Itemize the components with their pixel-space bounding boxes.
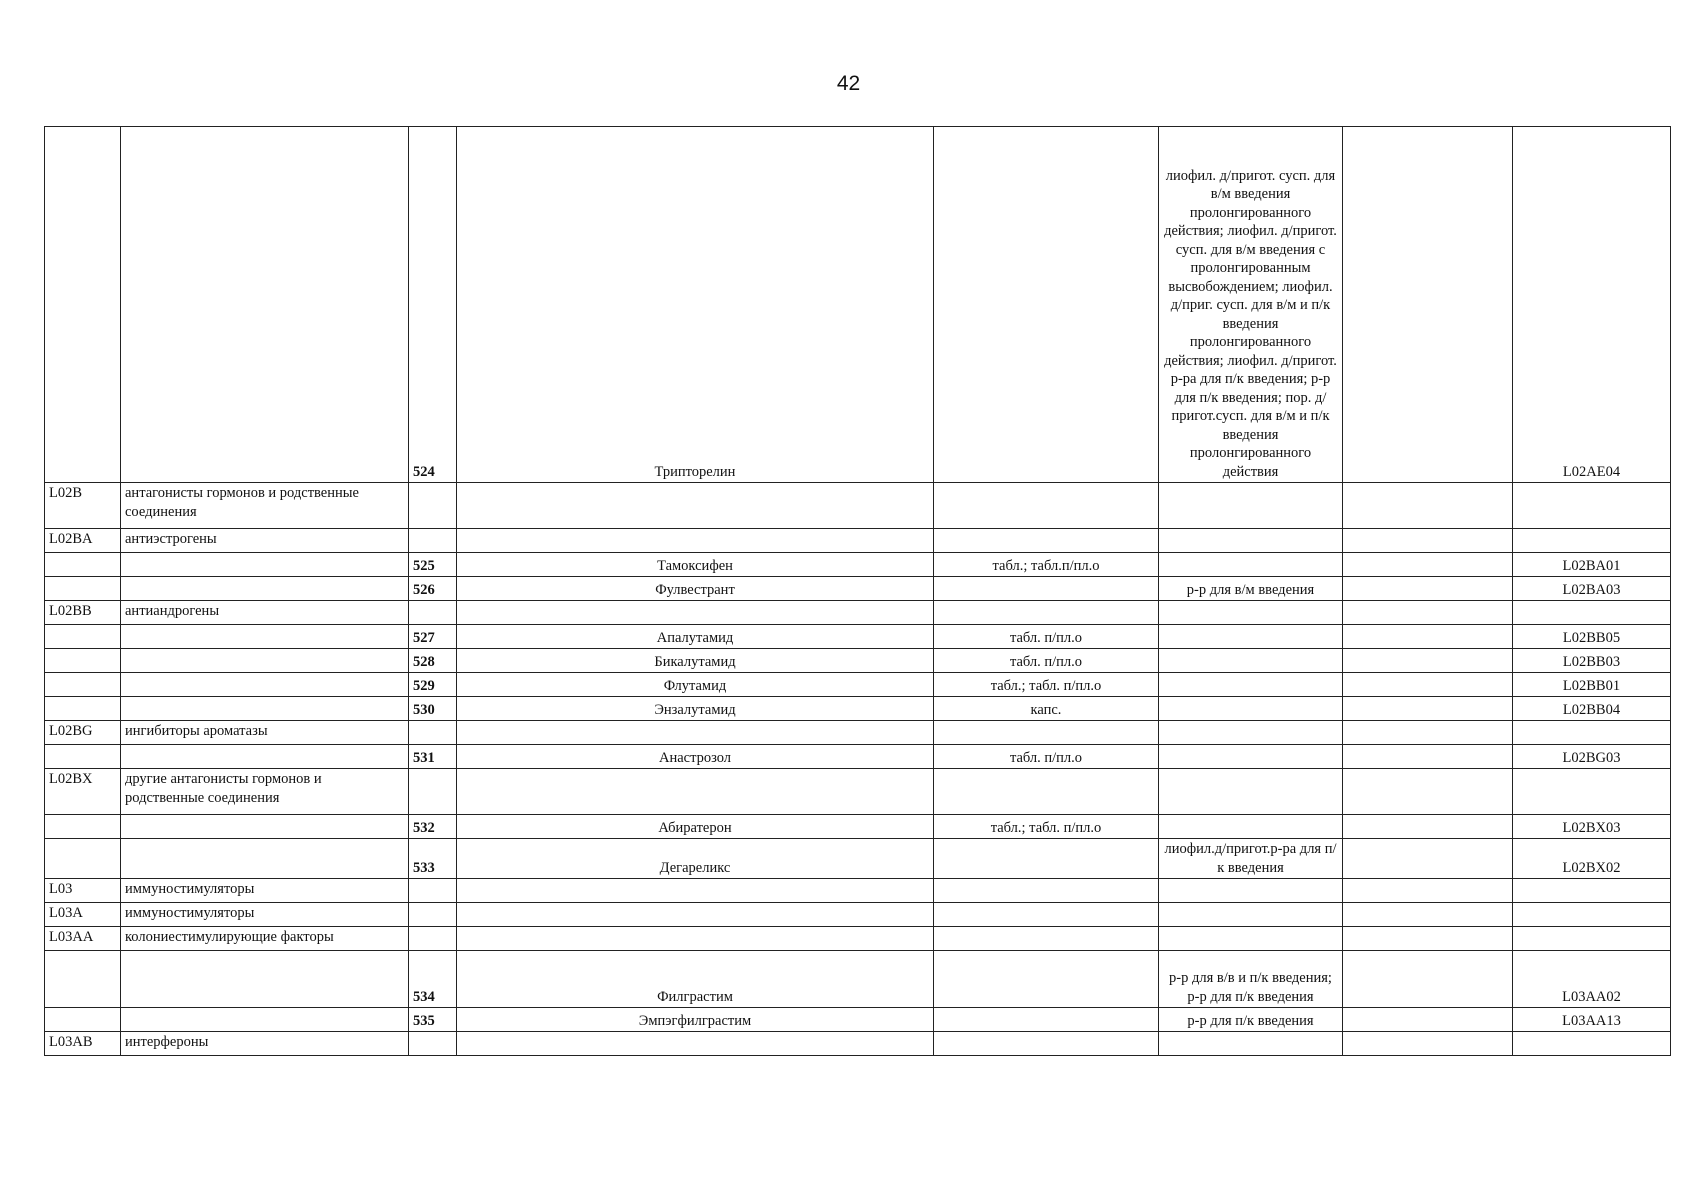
atc-group-code [45,745,121,769]
atc-group-code [45,649,121,673]
group-name [121,553,409,577]
group-name [121,1008,409,1032]
group-name [121,951,409,1008]
drug-number [409,903,457,927]
atc-group-code [45,815,121,839]
empty-cell [1343,839,1513,879]
empty-cell [1343,927,1513,951]
dosage-form [934,1008,1159,1032]
drug-number [409,769,457,815]
atc-group-code: L03AB [45,1032,121,1056]
drug-name [457,601,934,625]
dosage-form-injection [1159,1032,1343,1056]
drug-number: 535 [409,1008,457,1032]
dosage-form [934,927,1159,951]
drug-number [409,529,457,553]
dosage-form [934,839,1159,879]
drug-number: 526 [409,577,457,601]
drug-row [45,839,1671,879]
drug-number [409,721,457,745]
atc-code [1513,601,1671,625]
atc-code [1513,1032,1671,1056]
drug-list-table [44,126,1671,1056]
empty-cell [1343,673,1513,697]
drug-name: Тамоксифен [457,553,934,577]
dosage-form-injection [1159,721,1343,745]
drug-row [45,127,1671,483]
group-row [45,879,1671,903]
group-row [45,721,1671,745]
atc-group-code [45,127,121,483]
empty-cell [1343,577,1513,601]
atc-code [1513,721,1671,745]
atc-code [1513,529,1671,553]
drug-number [409,1032,457,1056]
dosage-form-injection [1159,529,1343,553]
drug-number [409,927,457,951]
atc-group-code [45,577,121,601]
atc-code: L02BB04 [1513,697,1671,721]
drug-number: 532 [409,815,457,839]
group-name [121,673,409,697]
atc-code: L02BG03 [1513,745,1671,769]
drug-name [457,1032,934,1056]
dosage-form: табл.; табл. п/пл.о [934,815,1159,839]
dosage-form: табл.; табл. п/пл.о [934,673,1159,697]
drug-name [457,483,934,529]
atc-group-code [45,625,121,649]
atc-group-code [45,673,121,697]
dosage-form: табл. п/пл.о [934,745,1159,769]
drug-row [45,625,1671,649]
group-row [45,483,1671,529]
drug-row [45,673,1671,697]
dosage-form [934,577,1159,601]
drug-name: Анастрозол [457,745,934,769]
group-name: антиэстрогены [121,529,409,553]
atc-group-code [45,697,121,721]
empty-cell [1343,625,1513,649]
dosage-form-injection [1159,553,1343,577]
group-row [45,927,1671,951]
dosage-form-injection: р-р для в/м введения [1159,577,1343,601]
drug-number: 533 [409,839,457,879]
group-name [121,839,409,879]
table-body [45,127,1671,1056]
page-number: 42 [836,72,861,95]
empty-cell [1343,769,1513,815]
dosage-form: табл. п/пл.о [934,625,1159,649]
dosage-form [934,769,1159,815]
dosage-form [934,529,1159,553]
empty-cell [1343,127,1513,483]
drug-name: Эмпэгфилграстим [457,1008,934,1032]
drug-row [45,649,1671,673]
atc-code: L02BA03 [1513,577,1671,601]
drug-name: Трипторелин [457,127,934,483]
group-row [45,903,1671,927]
empty-cell [1343,529,1513,553]
atc-group-code: L03 [45,879,121,903]
atc-group-code: L03A [45,903,121,927]
empty-cell [1343,745,1513,769]
empty-cell [1343,1032,1513,1056]
group-name [121,577,409,601]
dosage-form-injection [1159,483,1343,529]
drug-row [45,815,1671,839]
dosage-form [934,127,1159,483]
atc-code: L02BA01 [1513,553,1671,577]
dosage-form-injection [1159,927,1343,951]
group-name [121,745,409,769]
drug-number: 531 [409,745,457,769]
drug-name: Дегареликс [457,839,934,879]
drug-number [409,879,457,903]
group-name [121,697,409,721]
group-name: антиандрогены [121,601,409,625]
dosage-form [934,721,1159,745]
drug-number: 524 [409,127,457,483]
drug-number [409,601,457,625]
drug-number [409,483,457,529]
atc-code [1513,903,1671,927]
drug-name: Фулвестрант [457,577,934,601]
atc-group-code: L02BX [45,769,121,815]
drug-number: 525 [409,553,457,577]
drug-row [45,553,1671,577]
atc-group-code [45,951,121,1008]
empty-cell [1343,601,1513,625]
atc-group-code: L02BB [45,601,121,625]
dosage-form: табл. п/пл.о [934,649,1159,673]
atc-code [1513,879,1671,903]
group-name: другие антагонисты гормонов и родственные соединения [121,769,409,815]
group-row [45,529,1671,553]
drug-name [457,769,934,815]
empty-cell [1343,951,1513,1008]
dosage-form [934,951,1159,1008]
dosage-form-injection [1159,769,1343,815]
dosage-form-injection: р-р для п/к введения [1159,1008,1343,1032]
dosage-form: капс. [934,697,1159,721]
empty-cell [1343,721,1513,745]
empty-cell [1343,483,1513,529]
group-name: иммуностимуляторы [121,879,409,903]
dosage-form [934,879,1159,903]
dosage-form-injection [1159,601,1343,625]
group-name: ингибиторы ароматазы [121,721,409,745]
group-name: иммуностимуляторы [121,903,409,927]
empty-cell [1343,903,1513,927]
empty-cell [1343,879,1513,903]
drug-number: 534 [409,951,457,1008]
drug-name [457,529,934,553]
atc-group-code [45,553,121,577]
group-row [45,769,1671,815]
drug-name: Филграстим [457,951,934,1008]
drug-name: Бикалутамид [457,649,934,673]
drug-name [457,903,934,927]
drug-name: Флутамид [457,673,934,697]
dosage-form-injection: р-р для в/в и п/к введения; р-р для п/к введения [1159,951,1343,1008]
drug-number: 530 [409,697,457,721]
atc-code: L03AA13 [1513,1008,1671,1032]
dosage-form-injection [1159,879,1343,903]
empty-cell [1343,815,1513,839]
group-name: интерфероны [121,1032,409,1056]
group-row [45,601,1671,625]
dosage-form-injection: лиофил.д/пригот.р-ра для п/к введения [1159,839,1343,879]
drug-row [45,577,1671,601]
group-name: колониестимулирующие факторы [121,927,409,951]
atc-group-code: L02BG [45,721,121,745]
dosage-form [934,483,1159,529]
dosage-form-injection [1159,903,1343,927]
atc-group-code [45,839,121,879]
drug-name [457,927,934,951]
dosage-form-injection [1159,697,1343,721]
atc-group-code: L03AA [45,927,121,951]
dosage-form-injection [1159,625,1343,649]
group-name [121,625,409,649]
atc-group-code [45,1008,121,1032]
atc-group-code: L02B [45,483,121,529]
atc-code [1513,483,1671,529]
atc-code: L02BX02 [1513,839,1671,879]
group-name: антагонисты гормонов и родственные соединения [121,483,409,529]
empty-cell [1343,697,1513,721]
empty-cell [1343,1008,1513,1032]
drug-name [457,721,934,745]
drug-name [457,879,934,903]
dosage-form-injection [1159,815,1343,839]
drug-name: Энзалутамид [457,697,934,721]
atc-code: L02AE04 [1513,127,1671,483]
drug-number: 528 [409,649,457,673]
group-row [45,1032,1671,1056]
drug-number: 527 [409,625,457,649]
dosage-form-injection [1159,745,1343,769]
atc-code: L02BB01 [1513,673,1671,697]
drug-row [45,1008,1671,1032]
atc-code: L02BX03 [1513,815,1671,839]
group-name [121,815,409,839]
dosage-form-injection [1159,673,1343,697]
group-name [121,127,409,483]
atc-code [1513,769,1671,815]
atc-code: L02BB03 [1513,649,1671,673]
drug-row [45,745,1671,769]
atc-code: L02BB05 [1513,625,1671,649]
atc-group-code: L02BA [45,529,121,553]
dosage-form-injection: лиофил. д/пригот. сусп. для в/м введения пролонгированного действия; лиофил. д/пригот. сусп. для в/м введения с пролонгированным высвобождением; лиофил. д/приг. сусп. для в/м и п/к введения пролонгированного действия; лиофил. д/пригот. р-ра для п/к введения; р-р для п/к введения; пор. д/пригот.сусп. для в/м и п/к введения пролонгированного действия [1159,127,1343,483]
group-name [121,649,409,673]
atc-code [1513,927,1671,951]
drug-name: Апалутамид [457,625,934,649]
dosage-form: табл.; табл.п/пл.о [934,553,1159,577]
empty-cell [1343,649,1513,673]
drug-row [45,697,1671,721]
drug-row [45,951,1671,1008]
dosage-form-injection [1159,649,1343,673]
drug-name: Абиратерон [457,815,934,839]
empty-cell [1343,553,1513,577]
drug-number: 529 [409,673,457,697]
atc-code: L03AA02 [1513,951,1671,1008]
dosage-form [934,903,1159,927]
dosage-form [934,1032,1159,1056]
dosage-form [934,601,1159,625]
